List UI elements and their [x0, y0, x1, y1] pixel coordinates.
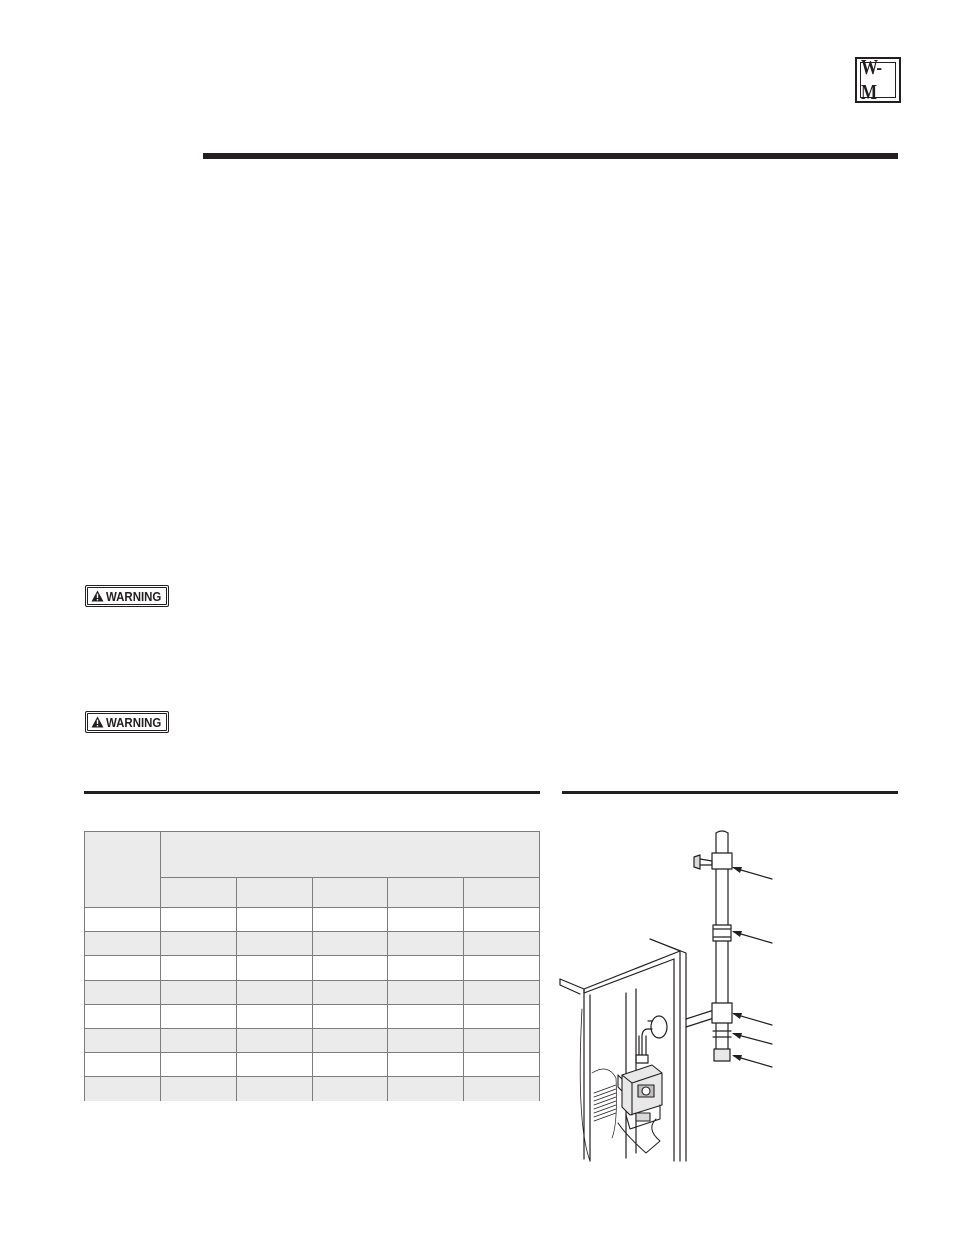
gas-valve	[618, 1065, 662, 1153]
table-row-divider	[85, 1004, 539, 1005]
logo-frame	[860, 55, 896, 104]
gas-pipe-sizing-table	[84, 831, 540, 1101]
warning-label	[85, 711, 169, 733]
table-header-divider	[160, 877, 539, 878]
table-column-divider	[312, 877, 313, 1101]
table-row-divider	[85, 931, 539, 932]
table-row-divider	[85, 1028, 539, 1029]
warning-label	[85, 585, 169, 607]
internal-gas-line	[636, 1016, 667, 1063]
external-piping	[686, 831, 732, 1061]
boiler-jacket	[560, 939, 686, 1161]
gas-piping-figure	[556, 823, 776, 1163]
table-row-divider	[85, 955, 539, 956]
brand-logo	[855, 57, 901, 103]
table-column-divider	[387, 877, 388, 1101]
table-section-rule	[84, 791, 540, 794]
table-row-divider	[85, 907, 539, 908]
table-row-divider	[85, 1052, 539, 1053]
jacket-louvers	[592, 1069, 617, 1138]
arrow-heads	[732, 867, 742, 1061]
logo-text: W-M	[861, 55, 882, 104]
warning-text: WARNING	[106, 588, 162, 604]
warning-triangle-icon	[91, 716, 104, 728]
table-column-divider	[463, 877, 464, 1101]
table-column-divider	[236, 877, 237, 1101]
table-column-divider	[160, 832, 161, 1101]
table-row-divider	[85, 1076, 539, 1077]
table-row-divider	[85, 980, 539, 981]
figure-section-rule	[562, 791, 898, 794]
warning-text: WARNING	[106, 714, 162, 730]
warning-triangle-icon	[91, 590, 104, 602]
header-rule	[203, 153, 898, 159]
